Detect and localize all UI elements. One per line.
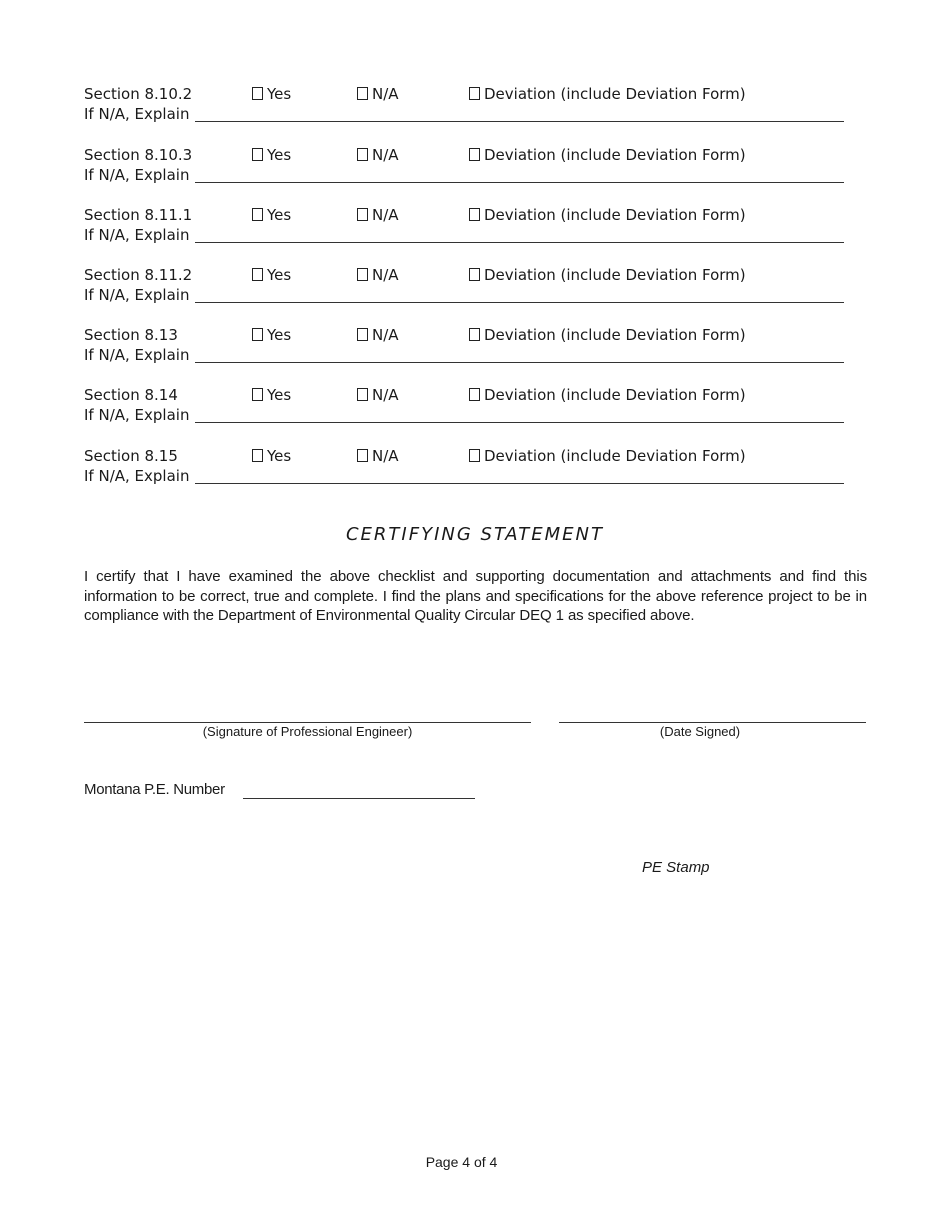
page-number: Page 4 of 4 (425, 1154, 498, 1170)
yes-option[interactable]: Yes (252, 206, 291, 224)
na-option[interactable]: N/A (357, 206, 399, 224)
section-label: Section 8.11.1 (84, 206, 193, 224)
date-signed-field[interactable] (559, 722, 866, 723)
deviation-checkbox[interactable] (469, 388, 480, 401)
deviation-checkbox[interactable] (469, 449, 480, 462)
na-option[interactable]: N/A (357, 85, 399, 103)
deviation-checkbox[interactable] (469, 208, 480, 221)
deviation-checkbox[interactable] (469, 328, 480, 341)
yes-checkbox[interactable] (252, 449, 263, 462)
explain-label: If N/A, Explain (84, 346, 190, 364)
checklist-row (84, 146, 844, 186)
na-checkbox[interactable] (357, 388, 368, 401)
explain-field[interactable] (195, 182, 844, 183)
yes-option[interactable]: Yes (252, 326, 291, 344)
deviation-option[interactable]: Deviation (include Deviation Form) (469, 326, 746, 344)
yes-checkbox[interactable] (252, 328, 263, 341)
checklist-row (84, 206, 844, 246)
explain-label: If N/A, Explain (84, 226, 190, 244)
explain-label: If N/A, Explain (84, 105, 190, 123)
na-checkbox[interactable] (357, 449, 368, 462)
checklist-row (84, 266, 844, 306)
pe-stamp-label: PE Stamp (642, 859, 710, 876)
deviation-option[interactable]: Deviation (include Deviation Form) (469, 146, 746, 164)
explain-label: If N/A, Explain (84, 406, 190, 424)
checklist-row (84, 326, 844, 366)
deviation-option[interactable]: Deviation (include Deviation Form) (469, 266, 746, 284)
yes-option[interactable]: Yes (252, 85, 291, 103)
section-label: Section 8.15 (84, 447, 178, 465)
deviation-option[interactable]: Deviation (include Deviation Form) (469, 85, 746, 103)
na-option[interactable]: N/A (357, 266, 399, 284)
pe-number-label: Montana P.E. Number (84, 781, 225, 798)
na-checkbox[interactable] (357, 148, 368, 161)
yes-checkbox[interactable] (252, 208, 263, 221)
explain-field[interactable] (195, 483, 844, 484)
na-option[interactable]: N/A (357, 326, 399, 344)
na-checkbox[interactable] (357, 268, 368, 281)
na-checkbox[interactable] (357, 208, 368, 221)
deviation-checkbox[interactable] (469, 148, 480, 161)
na-option[interactable]: N/A (357, 146, 399, 164)
engineer-signature-caption: (Signature of Professional Engineer) (202, 724, 413, 739)
pe-number-field[interactable] (243, 798, 475, 799)
section-label: Section 8.10.3 (84, 146, 193, 164)
deviation-checkbox[interactable] (469, 87, 480, 100)
explain-field[interactable] (195, 242, 844, 243)
engineer-signature-field[interactable] (84, 722, 531, 723)
explain-field[interactable] (195, 302, 844, 303)
yes-checkbox[interactable] (252, 268, 263, 281)
yes-option[interactable]: Yes (252, 386, 291, 404)
deviation-option[interactable]: Deviation (include Deviation Form) (469, 386, 746, 404)
explain-label: If N/A, Explain (84, 467, 190, 485)
na-checkbox[interactable] (357, 87, 368, 100)
section-label: Section 8.11.2 (84, 266, 193, 284)
checklist-row (84, 386, 844, 426)
section-label: Section 8.14 (84, 386, 178, 404)
yes-option[interactable]: Yes (252, 146, 291, 164)
yes-checkbox[interactable] (252, 87, 263, 100)
deviation-checkbox[interactable] (469, 268, 480, 281)
deviation-option[interactable]: Deviation (include Deviation Form) (469, 206, 746, 224)
yes-option[interactable]: Yes (252, 447, 291, 465)
yes-checkbox[interactable] (252, 148, 263, 161)
checklist-row (84, 85, 844, 125)
na-checkbox[interactable] (357, 328, 368, 341)
section-label: Section 8.13 (84, 326, 178, 344)
explain-field[interactable] (195, 362, 844, 363)
yes-checkbox[interactable] (252, 388, 263, 401)
na-option[interactable]: N/A (357, 447, 399, 465)
yes-option[interactable]: Yes (252, 266, 291, 284)
explain-label: If N/A, Explain (84, 166, 190, 184)
certifying-statement-title: CERTIFYING STATEMENT (345, 524, 605, 545)
explain-field[interactable] (195, 121, 844, 122)
section-label: Section 8.10.2 (84, 85, 193, 103)
deviation-option[interactable]: Deviation (include Deviation Form) (469, 447, 746, 465)
na-option[interactable]: N/A (357, 386, 399, 404)
explain-field[interactable] (195, 422, 844, 423)
date-signed-caption: (Date Signed) (659, 724, 741, 739)
explain-label: If N/A, Explain (84, 286, 190, 304)
checklist-row (84, 447, 844, 487)
certifying-statement-body: I certify that I have examined the above checklist and supporting documentation and attachments and find this information to be correct, true and complete. I find the plans and specifications for the above reference project to be in compliance with the Department of Environmental Quality Circular DEQ 1 as specified above. (84, 568, 867, 624)
